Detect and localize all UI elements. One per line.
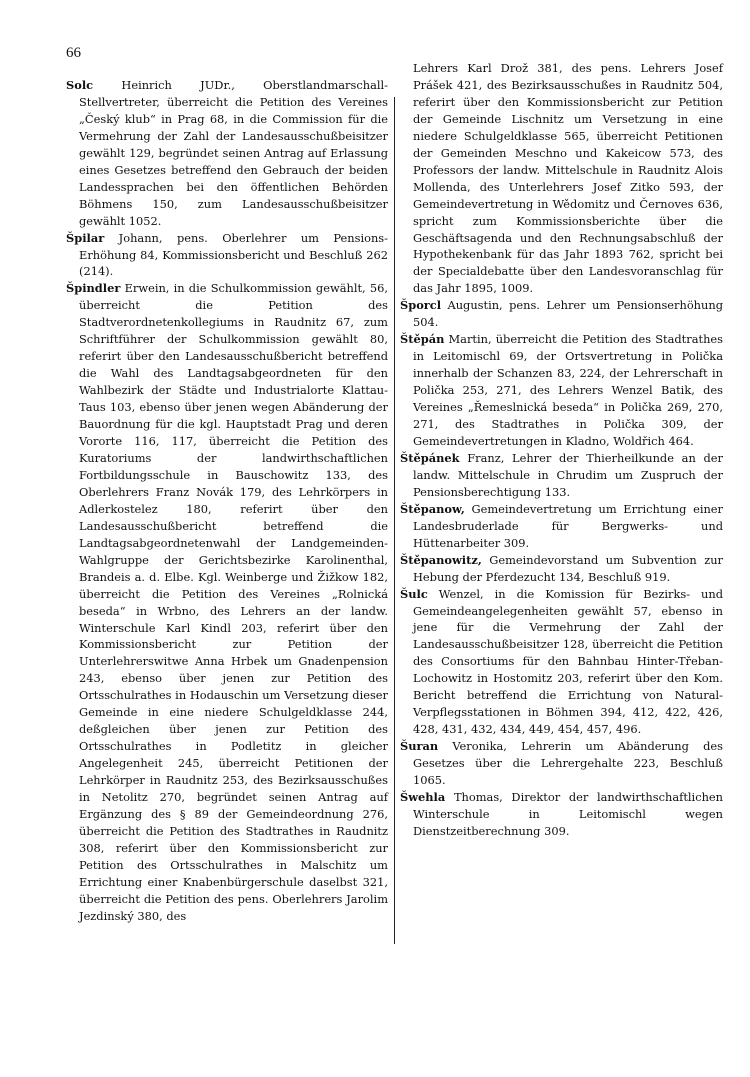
entry-text: Gemeindevertretung um Errichtung einer Landesbruderlade für Bergwerks- und Hüttenarbeiter 309. [413,501,723,550]
entry-text: Erwein, in die Schulkommission gewählt, 56, überreicht die Petition des Stadtverordnetenkollegiums in Raudnitz 67, zum Schriftführer der Schulkommission gewählt 80, referirt über den Landesausschußbericht betreffend die Wahl des Landtagsabgeordneten für den Wahlbezirk der Städte und Industrialorte Klattau-Taus 103, ebenso über jenen wegen Abänderung der Bauordnung für die kgl. Hauptstadt Prag und deren Vororte 116, 117, überreicht die Petition des Kuratoriums der landwirthschaftlichen Fortbildungsschule in Bauschowitz 133, des Oberlehrers Franz Novák 179, des Lehrkörpers in Adlerkostelez 180, referirt über den Landesausschußbericht betreffend die Landtagsabgeordnetenwahl der Landgemeinden-Wahlgruppe der Gerichtsbezirke Karolinenthal, Brandeis a. d. Elbe. Kgl. Weinberge und Žižkow 182, überreicht die Petition des Vereines „Rolnická beseda“ in Wrbno, des Lehrers an der landw. Winterschule Karl Kindl 203, referirt über den Kommissionsbericht zur Petition der Unterlehrerswitwe Anna Hrbek um Gnadenpension 243, ebenso über jenen zur Petition des Ortsschulrathes in Hodauschin um Versetzung dieser Gemeinde in eine niedere Schulgeldklasse 244, deßgleichen über jenen zur Petition des Ortsschulrathes in Podletitz in gleicher Angelegenheit 245, überreicht Petitionen der Lehrkörper in Raudnitz 253, des Bezirksausschußes in Netolitz 270, begründet seinen Antrag auf Ergänzung des § 89 der Gemeindeordnung 276, überreicht die Petition des Stadtrathes in Raudnitz 308, referirt über den Kommissionsbericht zur Petition des Ortsschulrathes in Malschitz um Errichtung einer Knabenbürgerschule daselbst 321, überreicht die Petition des pens. Oberlehrers Jarolim Jezdinský 380, des [79,281,388,923]
index-entry [400,738,723,789]
entry-name: Šporcl [400,298,442,313]
entry-text: Veronika, Lehrerin um Abänderung des Gesetzes über die Lehrergehalte 223, Beschluß 1065. [413,739,724,788]
index-entry [66,280,388,924]
index-entry [400,586,723,739]
index-entry [400,297,723,331]
index-entry [400,450,723,501]
entry-text: Wenzel, in die Komission für Bezirks- und Gemeindeangelegenheiten gewählt 57, ebenso in jene für die Vermehrung der Zahl der Landesausschußbeisitzer 128, überreicht die Petition des Consortiums für den Bahnbau Hinter-Třeban-Lochowitz in Hostomitz 203, referirt über den Kom. Bericht betreffend die Errichtung von Natural-Verpflegsstationen in Böhmen 394, 412, 422, 426, 428, 431, 432, 434, 449, 454, 457, 496. [413,586,724,737]
entry-name: Štěpanowitz, [400,552,482,567]
index-entry [66,230,388,281]
entry-text: Augustin, pens. Lehrer um Pensionserhöhung 504. [413,298,723,330]
entry-name: Špilar [66,230,105,245]
index-entry-continued [400,60,723,297]
entry-text: Heinrich JUDr., Oberstlandmarschall-Stellvertreter, überreicht die Petition des Vereines „Český klub“ in Prag 68, in die Commission für die Vermehrung der Zahl der Landesausschußbeisitzer gewählt 129, begründet seinen Antrag auf Erlassung eines Gesetzes betreffend den Gebrauch der beiden Landessprachen bei den öffentlichen Behörden Böhmens 150, zum Landesausschußbeisitzer gewählt 1052. [79,78,388,228]
right-column [400,60,723,840]
index-entry [400,552,723,586]
entry-text: Thomas, Direktor der landwirthschaftlichen Winterschule in Leitomischl wegen Dienstzeitberechnung 309. [413,789,723,838]
entry-name: Solc [66,78,94,92]
entry-name: Štěpánek [400,450,460,465]
entry-text: Martin, überreicht die Petition des Stadtrathes in Leitomischl 69, der Ortsvertretung in Polička innerhalb der Schanzen 83, 224, der Lehrerschaft in Polička 253, 271, des Lehrers Wenzel Batik, des Vereines „Řemeslnická beseda“ in Polička 269, 270, 271, des Stadtrathes in Polička 309, der Gemeindevertretungen in Kladno, Woldřich 464. [413,332,723,448]
entry-name: Šuran [400,739,439,754]
index-entry [66,77,388,230]
entry-name: Štěpanow, [400,501,465,516]
index-entry [400,789,723,840]
entry-name: Špindler [66,281,121,296]
entry-text: Lehrers Karl Drož 381, des pens. Lehrers Josef Prášek 421, des Bezirksausschußes in Raudnitz 504, referirt über den Kommissionsbericht zur Petition der Gemeinde Lischnitz um Versetzung in eine niedere Schulgeldklasse 565, überreicht Petitionen der Gemeinden Meschno und Kakeicow 573, des Professors der landw. Mittelschule in Raudnitz Alois Mollenda, des Unterlehrers Josef Zitko 593, der Gemeindevertretung in Wědomitz und Černoves 636, spricht zum Kommissionsberichte über die Geschäftsagenda und den Rechnungsabschluß der Hypothekenbank für das Jahr 1893 762, spricht bei der Specialdebatte über den Landesvoranschlag für das Jahr 1895, 1009. [413,61,723,296]
entry-text: Gemeindevorstand um Subvention zur Hebung der Pferdezucht 134, Beschluß 919. [413,552,723,584]
index-entry [400,501,723,552]
entry-text: Johann, pens. Oberlehrer um Pensions-Erhöhung 84, Kommissionsbericht und Beschluß 262 (214). [79,230,388,279]
index-entry [400,331,723,450]
entry-name: Šulc [400,586,428,601]
entry-text: Franz, Lehrer der Thierheilkunde an der landw. Mittelschule in Chrudim um Zuspruch der Pensionsberechtigung 133. [413,450,723,499]
entry-name: Šwehla [400,789,446,804]
page-number: 66 [66,45,81,61]
entry-name: Štěpán [400,332,445,347]
column-divider [394,97,395,944]
left-column [66,77,388,925]
